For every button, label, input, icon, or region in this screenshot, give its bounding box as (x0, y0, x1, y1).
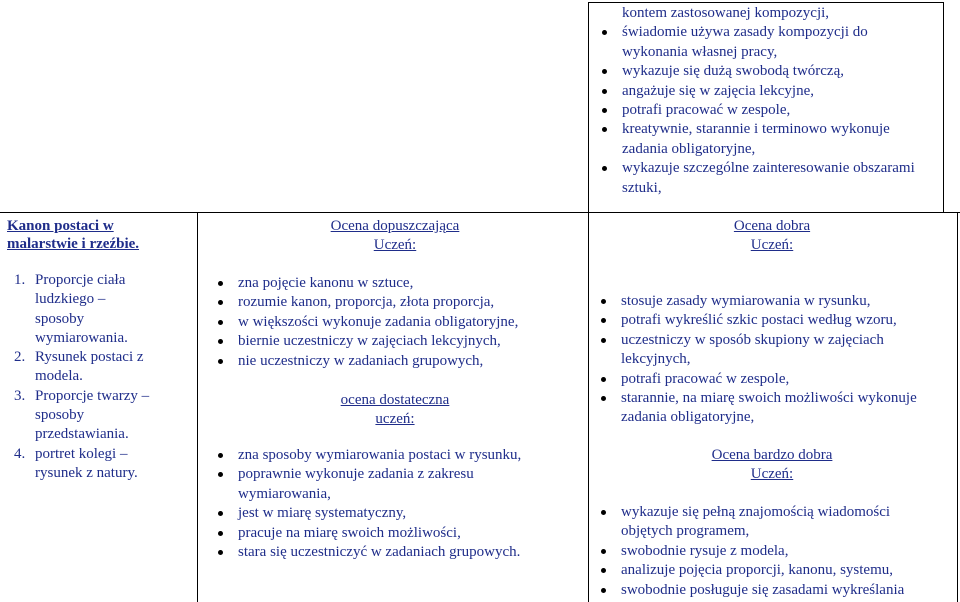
grade-bardzo-dobra-list (595, 503, 955, 600)
bullet-item-continuation: zadania obligatoryjne, (621, 409, 755, 426)
bullet-item: potrafi pracować w zespole, (596, 101, 941, 120)
bullet-item-continuation: sztuki, (622, 179, 662, 196)
bullet-item: poprawnie wykonuje zadania z zakresu (212, 465, 584, 484)
bullet-item: pracuje na miarę swoich możliwości, (212, 524, 584, 543)
topic-list-line: przedstawiania. (35, 426, 129, 443)
grade-dostateczna-header (206, 391, 584, 428)
bullet-item: świadomie używa zasady kompozycji do (596, 23, 941, 42)
grade-dostateczna-heading: ocena dostateczna (340, 392, 450, 408)
grade-dostateczna-criteria (212, 446, 584, 562)
grade-bardzo-dobra-heading: Ocena bardzo dobra (711, 447, 833, 463)
bullet-item: biernie uczestniczy w zajęciach lekcyjnych, (212, 332, 584, 351)
grade-dobra-heading: Ocena dobra (733, 218, 811, 234)
grade-dobra-list (595, 292, 955, 428)
bullet-item: starannie, na miarę swoich możliwości wykonuje (595, 389, 955, 408)
bullet-item: stara się uczestniczyć w zadaniach grupowych. (212, 543, 584, 562)
bullet-item-continuation: wymiarowania, (238, 485, 331, 502)
bullet-item: analizuje pojęcia proporcji, kanonu, systemu, (595, 561, 955, 580)
topic-list-number: 1. (14, 272, 26, 288)
bullet-item-continuation: objętych programem, (621, 523, 750, 540)
topic-list-line: ludzkiego – (35, 291, 106, 308)
topic-list-line: wymiarowania. (35, 329, 128, 346)
bullet-item-continuation: wykonania własnej pracy, (622, 43, 778, 60)
topic-title-line2: malarstwie i rzeźbie. (7, 236, 140, 252)
grade-dopuszczajaca-criteria (212, 274, 584, 371)
bullet-item: kreatywnie, starannie i terminowo wykonuje (596, 120, 941, 139)
table-col-divider-1 (197, 212, 198, 602)
topic-list-item (8, 348, 194, 387)
top-criteria-cell (596, 4, 941, 198)
bullet-item: nie uczestniczy w zadaniach grupowych, (212, 352, 584, 371)
table-col-divider-2 (588, 212, 589, 602)
bullet-item: angażuje się w zajęcia lekcyjne, (596, 82, 941, 101)
grade-bardzo-dobra-header (590, 446, 954, 483)
bullet-item-continuation: zadania obligatoryjne, (622, 140, 756, 157)
topic-list-item (8, 445, 194, 484)
table-border-top-right (588, 2, 944, 3)
bullet-item: potrafi wykreślić szkic postaci według wzoru, (595, 311, 955, 330)
topic-list-line: sposoby (35, 407, 85, 424)
topic-numbered-list (8, 271, 194, 483)
topic-list-line: sposoby (35, 310, 85, 327)
bullet-item: swobodnie rysuje z modela, (595, 542, 955, 561)
table-border-right (957, 212, 958, 602)
grade-dobra-criteria (595, 292, 955, 428)
bullet-item: potrafi pracować w zespole, (595, 370, 955, 389)
topic-list-number: 2. (14, 349, 26, 366)
grade-dopuszczajaca-list (212, 274, 584, 371)
topic-list-line: Proporcje twarzy – (35, 387, 150, 404)
grade-bardzo-dobra-uczen: Uczeń: (750, 465, 794, 482)
grade-dostateczna-list (212, 446, 584, 562)
bullet-item: zna pojęcie kanonu w sztuce, (212, 274, 584, 293)
top-criteria-list (596, 4, 941, 198)
grade-dobra-cell (590, 217, 954, 254)
bullet-item: wykazuje się pełną znajomością wiadomości (595, 503, 955, 522)
topic-list-line: portret kolegi – (35, 445, 128, 462)
topic-list-item (8, 271, 194, 348)
bullet-item: stosuje zasady wymiarowania w rysunku, (595, 292, 955, 311)
table-border-right-top (943, 2, 944, 213)
bullet-item: wykazuje się dużą swobodą twórczą, (596, 62, 941, 81)
topic-list-number: 3. (14, 387, 26, 404)
bullet-item: rozumie kanon, proporcja, złota proporcja, (212, 293, 584, 312)
topic-list-number: 4. (14, 445, 26, 462)
bullet-item-continuation: lekcyjnych, (621, 351, 691, 368)
topic-list-cell (8, 271, 194, 483)
bullet-item-continuation: kontem zastosowanej kompozycji, (622, 5, 830, 21)
topic-list-line: rysunek z natury. (35, 464, 138, 481)
bullet-item: zna sposoby wymiarowania postaci w rysunku, (212, 446, 584, 465)
topic-list-line: Rysunek postaci z (35, 349, 144, 366)
grade-dopuszczajaca-cell (206, 217, 584, 254)
topic-heading (7, 217, 192, 253)
topic-list-item (8, 387, 194, 445)
grade-bardzo-dobra-criteria (595, 503, 955, 600)
bullet-item: jest w miarę systematyczny, (212, 504, 584, 523)
topic-list-line: modela. (35, 368, 83, 385)
table-row-divider (0, 212, 960, 213)
bullet-item: uczestniczy w sposób skupiony w zajęciach (595, 331, 955, 350)
topic-title-line1: Kanon postaci w (7, 218, 114, 234)
grade-dobra-uczen: Uczeń: (750, 236, 794, 253)
topic-list-line: Proporcje ciała (35, 272, 126, 288)
bullet-item: swobodnie posługuje się zasadami wykreślania (595, 581, 955, 600)
grade-dostateczna-uczen: uczeń: (375, 410, 415, 427)
grade-dopuszczajaca-heading: Ocena dopuszczająca (330, 218, 460, 234)
bullet-item: wykazuje szczególne zainteresowanie obszarami (596, 159, 941, 178)
table-border-left-top (588, 2, 589, 213)
bullet-item: w większości wykonuje zadania obligatoryjne, (212, 313, 584, 332)
grade-dopuszczajaca-uczen: Uczeń: (373, 236, 417, 253)
